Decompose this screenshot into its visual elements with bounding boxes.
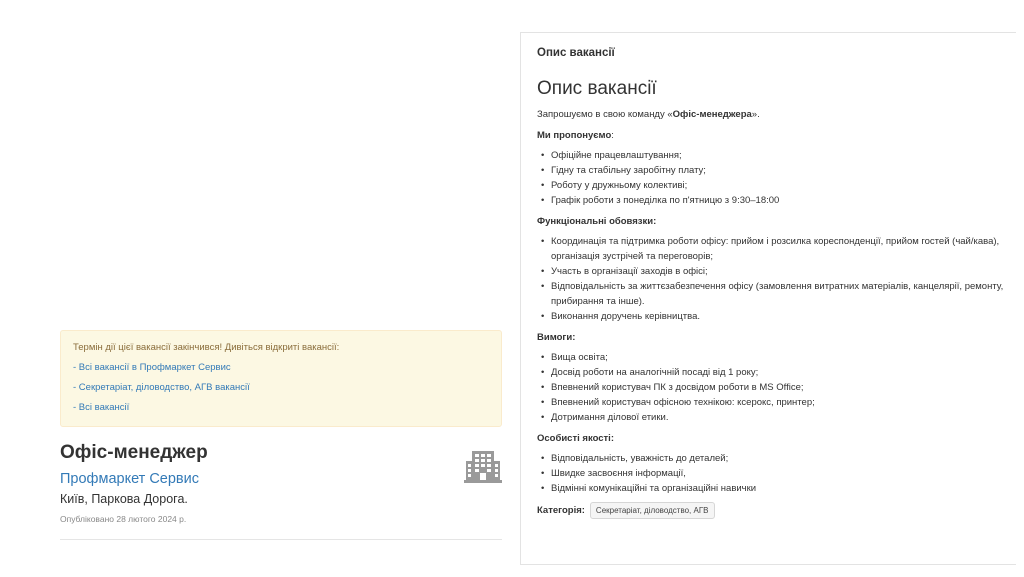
list-item: • Роботу у дружньому колективі;: [537, 178, 1007, 193]
list-item: • Відмінні комунікаційні та організаційні навички: [537, 481, 1007, 496]
section-requirements: [537, 330, 1007, 425]
section-offer: [537, 128, 1007, 208]
list-item: • Вища освіта;: [537, 350, 1007, 365]
qualities-list: [537, 451, 1007, 496]
section-title: Вимоги:: [537, 332, 576, 343]
panel-heading: Опис вакансії: [537, 47, 615, 59]
list-item: • Виконання доручень керівництва.: [537, 309, 1007, 324]
list-item: • Дотримання ділової етики.: [537, 410, 1007, 425]
category-badge[interactable]: Секретаріат, діловодство, АГВ: [590, 502, 715, 519]
list-item: • Відповідальність за життєзабезпечення офісу (замовлення витратних матеріалів, канцелярії, ремонту, прибирання та інше).: [537, 279, 1007, 309]
alert-message: Термін дії цієї вакансії закінчився! Дивіться відкриті вакансії:: [73, 342, 340, 353]
left-panel: [44, 0, 516, 560]
offer-list: [537, 148, 1007, 208]
list-item: • Досвід роботи на аналогічній посаді від 1 року;: [537, 365, 1007, 380]
alert-link-company-vacancies[interactable]: - Всі вакансії в Профмаркет Сервис: [73, 362, 231, 373]
building-icon: [464, 449, 502, 483]
duties-list: [537, 234, 1007, 324]
intro-text: [537, 107, 1007, 122]
job-header: [60, 441, 502, 541]
job-title: Офіс-менеджер: [60, 442, 208, 463]
section-duties: [537, 214, 1007, 324]
intro-position: Офіс-менеджера: [672, 109, 752, 120]
intro-suffix: ».: [751, 109, 760, 120]
vacancy-description-panel: [520, 32, 1016, 565]
list-item: • Впевнений користувач офісною технікою: ксерокс, принтер;: [537, 395, 1007, 410]
list-item: • Координація та підтримка роботи офісу: прийом і розсилка кореспонденції, прийом гостей (чай/кава), організація зустрічей та переговорів;: [537, 234, 1007, 264]
company-link[interactable]: Профмаркет Сервис: [60, 471, 199, 487]
list-item: • Впевнений користувач ПК з досвідом роботи в MS Office;: [537, 380, 1007, 395]
list-item: • Швидке засвоєння інформації,: [537, 466, 1007, 481]
list-item: • Офіційне працевлаштування;: [537, 148, 1007, 163]
section-title: Функціональні обовязки:: [537, 216, 657, 227]
list-item: • Графік роботи з понеділка по п'ятницю з 9:30–18:00: [537, 193, 1007, 208]
list-item: • Участь в організації заходів в офісі;: [537, 264, 1007, 279]
list-item: • Гідну та стабільну заробітну плату;: [537, 163, 1007, 178]
intro-prefix: Запрошуємо в свою команду «: [537, 109, 673, 120]
description-heading: Опис вакансії: [537, 78, 657, 99]
job-location: Київ, Паркова Дорога.: [60, 492, 188, 506]
requirements-list: [537, 350, 1007, 425]
section-title: Особисті якості:: [537, 433, 614, 444]
expired-vacancy-alert: [60, 330, 502, 427]
alert-link-category-vacancies[interactable]: - Секретаріат, діловодство, АГВ вакансії: [73, 382, 250, 393]
category-row: [537, 502, 1007, 519]
description-content: [537, 77, 1007, 519]
alert-link-all-vacancies[interactable]: - Всі вакансії: [73, 402, 130, 413]
category-label: Категорія:: [537, 505, 585, 516]
divider: [60, 539, 502, 540]
section-personal-qualities: [537, 431, 1007, 496]
section-title: Ми пропонуємо:: [537, 130, 614, 141]
list-item: • Відповідальність, уважність до деталей;: [537, 451, 1007, 466]
job-published-date: Опубліковано 28 лютого 2024 р.: [60, 514, 187, 524]
